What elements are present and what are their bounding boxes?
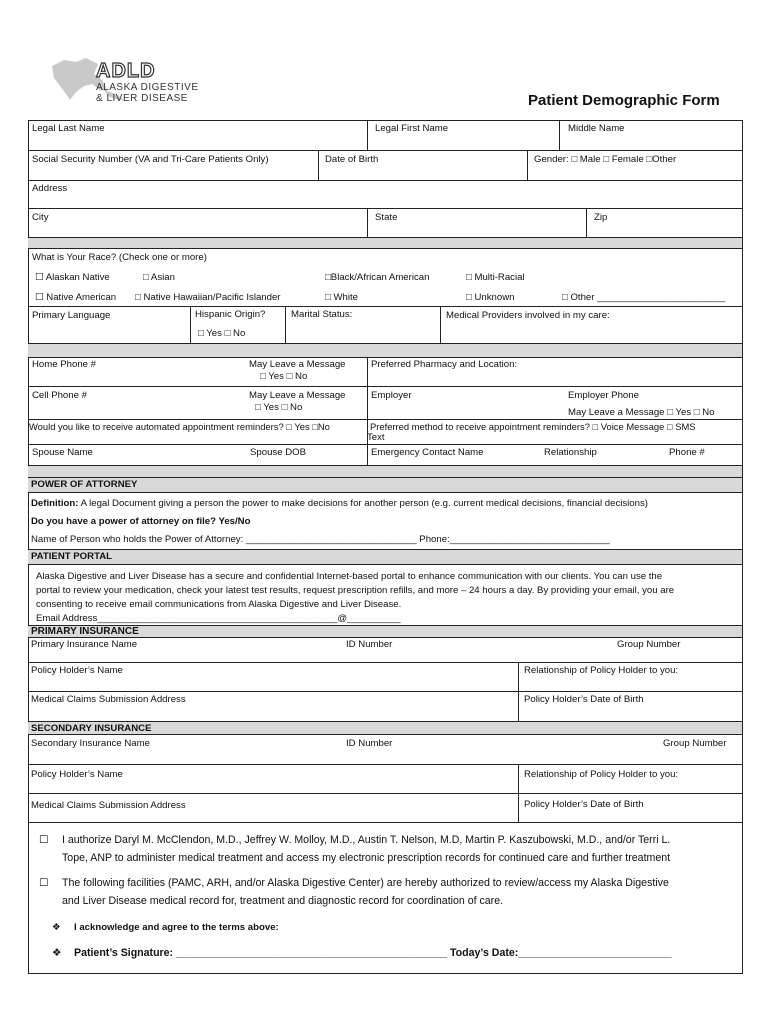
employer-leave-message-options[interactable]: May Leave a Message □ Yes □ No (568, 407, 715, 418)
primary-insurance-heading: PRIMARY INSURANCE (31, 626, 139, 637)
poa-definition (31, 498, 648, 510)
poa-definition-text: A legal Document giving a person the power to make decisions for another person (e.g. current medical decisions, financial decisions) (78, 498, 648, 509)
form-title: Patient Demographic Form (528, 92, 720, 109)
hispanic-origin-options[interactable]: □ Yes □ No (198, 328, 246, 339)
primary-claims-address-label[interactable]: Medical Claims Submission Address (31, 694, 186, 705)
logo-line1: ALASKA DIGESTIVE (96, 82, 199, 93)
poa-name-phone-line[interactable]: Name of Person who holds the Power of Attorney: ________________________________ Phone:______________________________ (31, 534, 610, 545)
logo-abbr: ADLD (96, 60, 156, 82)
race-unknown-checkbox[interactable]: □ Unknown (466, 292, 515, 303)
emergency-contact-label[interactable]: Emergency Contact Name (371, 447, 484, 458)
legal-first-name-label[interactable]: Legal First Name (375, 123, 449, 134)
secondary-claims-address-label[interactable]: Medical Claims Submission Address (31, 800, 186, 811)
diamond-bullet-icon: ❖ (52, 947, 62, 959)
primary-holder-dob-label[interactable]: Policy Holder’s Date of Birth (524, 694, 644, 705)
race-hawaiian-checkbox[interactable]: □ Native Hawaiian/Pacific Islander (135, 292, 281, 303)
home-leave-message-label: May Leave a Message (249, 359, 346, 370)
diamond-bullet-icon: ❖ (52, 922, 61, 933)
employer-phone-label[interactable]: Employer Phone (568, 390, 639, 401)
portal-text-line1: Alaska Digestive and Liver Disease has a secure and confidential Internet-based portal to enhance communication with our clients. You can use the (36, 571, 663, 582)
primary-group-number-label[interactable]: Group Number (617, 639, 681, 650)
race-asian-checkbox[interactable]: □ Asian (143, 272, 175, 283)
secondary-id-number-label[interactable]: ID Number (346, 738, 393, 749)
poa-definition-label: Definition: (31, 498, 79, 509)
separator-band (28, 343, 742, 357)
race-question: What is Your Race? (Check one or more) (32, 252, 207, 263)
reminders-question[interactable]: Would you like to receive automated appointment reminders? □ Yes □No (29, 421, 330, 432)
middle-name-label[interactable]: Middle Name (568, 123, 625, 134)
secondary-insurance-name-label[interactable]: Secondary Insurance Name (31, 738, 150, 749)
legal-last-name-label[interactable]: Legal Last Name (32, 123, 105, 134)
primary-id-number-label[interactable]: ID Number (346, 639, 393, 650)
separator-band (28, 465, 742, 477)
poa-question[interactable]: Do you have a power of attorney on file? Yes/No (31, 516, 251, 527)
spouse-name-label[interactable]: Spouse Name (32, 447, 93, 458)
relationship-label[interactable]: Relationship (544, 447, 597, 458)
primary-insurance-name-label[interactable]: Primary Insurance Name (31, 639, 138, 650)
race-other-checkbox[interactable]: □ Other ________________________ (562, 292, 726, 303)
primary-holder-relationship-label[interactable]: Relationship of Policy Holder to you: (524, 665, 679, 676)
cell-phone-label[interactable]: Cell Phone # (32, 390, 87, 401)
reminder-method[interactable]: Preferred method to receive appointment reminders? □ Voice Message □ SMS (370, 421, 696, 432)
marital-status-label[interactable]: Marital Status: (291, 309, 353, 320)
city-label[interactable]: City (32, 212, 49, 223)
zip-label[interactable]: Zip (594, 212, 608, 223)
separator-band (28, 237, 742, 248)
emergency-phone-label[interactable]: Phone # (669, 447, 705, 458)
state-label[interactable]: State (375, 212, 398, 223)
portal-text-line3: consenting to receive email communications from Alaska Digestive and Liver Disease. (36, 599, 402, 610)
ssn-label[interactable]: Social Security Number (VA and Tri-Care Patients Only) (32, 154, 269, 165)
secondary-group-number-label[interactable]: Group Number (663, 738, 727, 749)
gender-options[interactable]: Gender: □ Male □ Female □Other (534, 154, 677, 165)
company-logo (46, 56, 221, 106)
race-alaskan-native-checkbox[interactable]: ☐ Alaskan Native (35, 272, 110, 283)
medical-providers-label[interactable]: Medical Providers involved in my care: (446, 310, 610, 321)
primary-policy-holder-label[interactable]: Policy Holder’s Name (31, 665, 123, 676)
race-multi-racial-checkbox[interactable]: □ Multi-Racial (466, 272, 525, 283)
address-label[interactable]: Address (32, 183, 68, 194)
hispanic-origin-label: Hispanic Origin? (195, 309, 266, 320)
secondary-insurance-heading: SECONDARY INSURANCE (31, 723, 152, 734)
authorize-facilities-checkbox[interactable]: ☐ (39, 877, 49, 889)
secondary-holder-dob-label[interactable]: Policy Holder’s Date of Birth (524, 799, 644, 810)
authorize-physicians-checkbox[interactable]: ☐ (39, 834, 49, 846)
portal-heading-band (28, 549, 742, 564)
cell-leave-message-options[interactable]: □ Yes □ No (255, 402, 303, 413)
primary-language-label[interactable]: Primary Language (32, 310, 111, 321)
cell-leave-message-label: May Leave a Message (249, 390, 346, 401)
employer-label[interactable]: Employer (371, 390, 412, 401)
portal-text-line2: portal to review your medication, check your latest test results, request prescription refills, and more – 24 hours a day. By providing your email, you are (36, 585, 675, 596)
date-of-birth-label[interactable]: Date of Birth (325, 154, 379, 165)
secondary-holder-relationship-label[interactable]: Relationship of Policy Holder to you: (524, 769, 679, 780)
authorize-physicians-line2: Tope, ANP to administer medical treatment and access my electronic prescription records for continued care and further treatment (62, 852, 671, 864)
authorize-facilities-line1: The following facilities (PAMC, ARH, and/or Alaska Digestive Center) are hereby authorized to review/access my Alaska Digestive (62, 877, 669, 889)
race-native-american-checkbox[interactable]: ☐ Native American (35, 292, 117, 303)
authorize-physicians-line1: I authorize Daryl M. McClendon, M.D., Jeffrey W. Molloy, M.D., Austin T. Nelson, M.D, Martin P. Kaszubowski, M.D., and/or Terri L. (62, 834, 671, 846)
portal-heading: PATIENT PORTAL (31, 551, 113, 562)
signature-date-line[interactable]: Patient’s Signature: ______________________________________________ Today’s Date:__________________________ (74, 947, 672, 959)
acknowledge-terms: I acknowledge and agree to the terms above: (74, 922, 279, 933)
spouse-dob-label[interactable]: Spouse DOB (250, 447, 306, 458)
portal-email-field[interactable]: Email Address_____________________________________________@__________ (36, 613, 401, 624)
logo-line2: & LIVER DISEASE (96, 93, 188, 104)
home-leave-message-options[interactable]: □ Yes □ No (260, 371, 308, 382)
poa-heading: POWER OF ATTORNEY (31, 479, 138, 490)
home-phone-label[interactable]: Home Phone # (32, 359, 96, 370)
secondary-policy-holder-label[interactable]: Policy Holder’s Name (31, 769, 123, 780)
preferred-pharmacy-label[interactable]: Preferred Pharmacy and Location: (371, 359, 518, 370)
authorize-facilities-line2: and Liver Disease medical record for, treatment and diagnostic record for coordination of care. (62, 895, 504, 907)
race-black-checkbox[interactable]: □Black/African American (325, 272, 430, 283)
reminder-method-text[interactable]: Text (367, 432, 385, 443)
race-white-checkbox[interactable]: □ White (325, 292, 358, 303)
